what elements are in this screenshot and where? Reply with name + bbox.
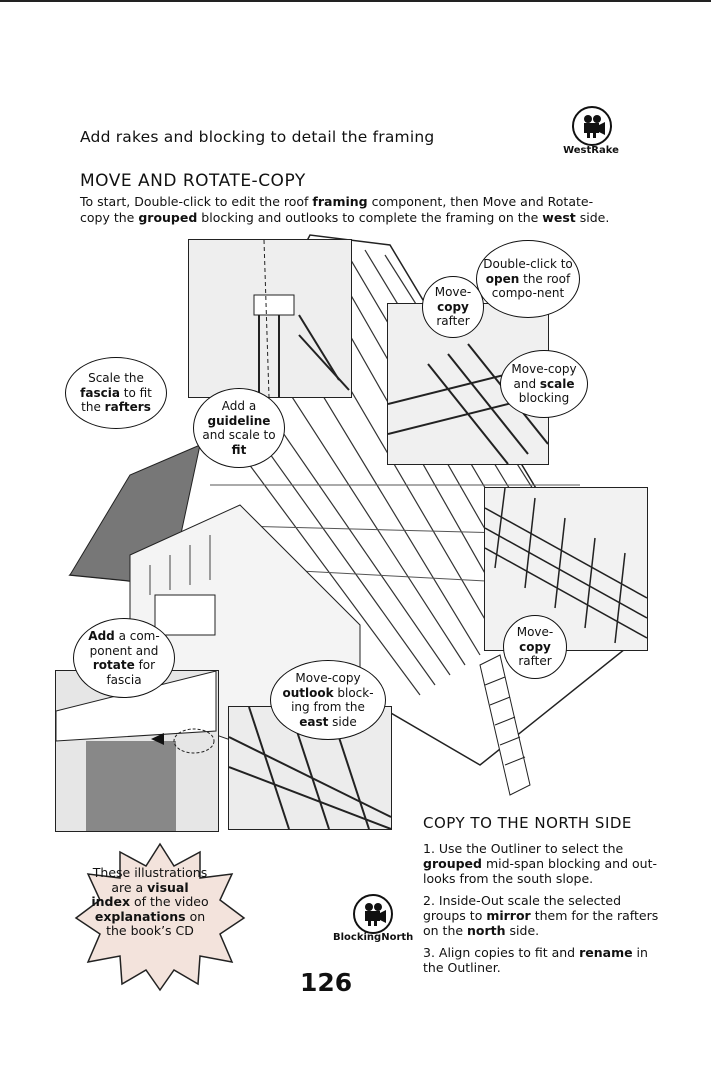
starburst-note-text: These illustrations are a visual index of the video explanations on the book’s CD: [91, 865, 209, 938]
inset-photo-ridge: [188, 239, 352, 398]
north-step-1: 1. Use the Outliner to select the grouped mid-span blocking and out-looks from the south slope.: [423, 841, 657, 886]
north-section: [423, 816, 663, 982]
north-section-title: COPY TO THE NORTH SIDE: [423, 814, 632, 832]
page-heading: Add rakes and blocking to detail the framing: [80, 128, 435, 146]
inset-photo-rafters: [484, 487, 648, 651]
film-camera-icon[interactable]: [572, 106, 612, 146]
callout-move-copy-scale: Move-copy and scale blocking: [500, 350, 588, 418]
callout-add-component: Add a com-ponent and rotate for fascia: [73, 618, 175, 698]
film-camera-icon[interactable]: [353, 894, 393, 934]
video-label-blockingnorth: BlockingNorth: [333, 932, 414, 943]
callout-add-guideline: Add a guideline and scale to fit: [193, 388, 285, 468]
callout-scale-fascia: Scale the fascia to fit the rafters: [65, 357, 167, 429]
callout-move-copy-outlook: Move-copy outlook block-ing from the east side: [270, 660, 386, 740]
callout-move-copy-rafter-right: Move- copy rafter: [503, 615, 567, 679]
video-label-westrake: WestRake: [563, 145, 619, 156]
section-title: MOVE AND ROTATE-COPY: [80, 171, 306, 191]
top-rule: [0, 0, 711, 2]
callout-move-copy-rafter-top: Move- copy rafter: [422, 276, 484, 338]
north-step-2: 2. Inside-Out scale the selected groups to mirror them for the rafters on the north side.: [423, 893, 659, 938]
page-number: 126: [300, 968, 353, 997]
callout-double-click: Double-click to open the roof compo-nent: [476, 240, 580, 318]
intro-text: To start, Double-click to edit the roof framing component, then Move and Rotate-copy the grouped blocking and outlooks to complete the framing on the west side.: [80, 194, 610, 225]
north-step-3: 3. Align copies to fit and rename in the Outliner.: [423, 945, 648, 975]
